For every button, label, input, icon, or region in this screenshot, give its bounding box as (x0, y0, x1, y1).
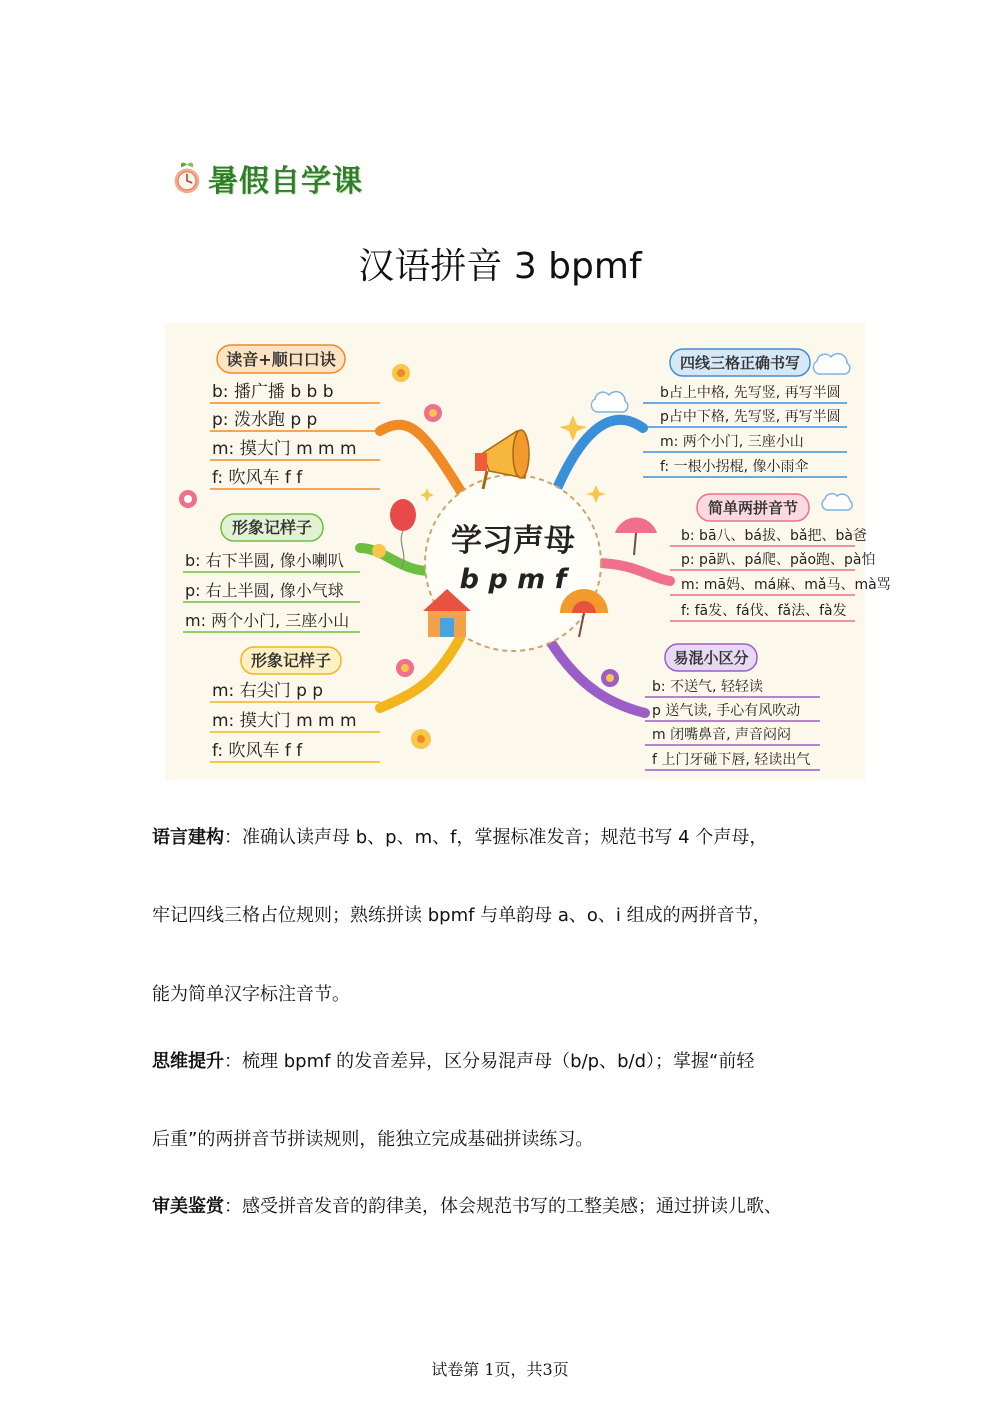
svg-text:p: 右上半圆, 像小气球: p: 右上半圆, 像小气球 (185, 581, 344, 600)
svg-text:f: 吹风车 f f: f: 吹风车 f f (212, 741, 303, 761)
svg-text:f: 吹风车 f f: f: 吹风车 f f (212, 468, 303, 488)
paragraph-line: 思维提升：梳理 bpmf 的发音差异，区分易混声母（b/p、b/d）；掌握“前轻 (152, 1051, 755, 1072)
svg-text:读音+顺口口诀: 读音+顺口口诀 (226, 350, 336, 369)
svg-text:b: 右下半圆, 像小喇叭: b: 右下半圆, 像小喇叭 (185, 551, 344, 570)
document-title: 汉语拼音 3 bpmf (358, 246, 642, 287)
svg-text:f: 一根小拐棍, 像小雨伞: f: 一根小拐棍, 像小雨伞 (660, 459, 809, 475)
svg-text:m: 摸大门 m m m: m: 摸大门 m m m (212, 711, 357, 731)
cloud-icon (591, 392, 627, 412)
paragraph-line: 牢记四线三格占位规则；熟练拼读 bpmf 与单韵母 a、o、i 组成的两拼音节， (152, 905, 771, 926)
svg-text:f: fā发、fá伐、fǎ法、fà发: f: fā发、fá伐、fǎ法、fà发 (681, 603, 847, 619)
svg-text:p: pā趴、pá爬、pǎo跑、pà怕: p: pā趴、pá爬、pǎo跑、pà怕 (681, 552, 876, 568)
svg-text:m: 两个小门, 三座小山: m: 两个小门, 三座小山 (185, 611, 350, 630)
paragraph-line: 后重”的两拼音节拼读规则，能独立完成基础拼读练习。 (152, 1129, 594, 1150)
section-label: 语言建构 (152, 827, 224, 848)
logo (168, 158, 363, 198)
svg-text:f 上门牙碰下唇, 轻读出气: f 上门牙碰下唇, 轻读出气 (652, 752, 811, 768)
flower-icon (424, 404, 442, 422)
svg-text:b: 不送气, 轻轻读: b: 不送气, 轻轻读 (652, 679, 763, 695)
svg-text:易混小区分: 易混小区分 (673, 649, 749, 667)
paragraph-line: 审美鉴赏：感受拼音发音的韵律美，体会规范书写的工整美感；通过拼读儿歌、 (152, 1196, 782, 1217)
paragraph-line: 能为简单汉字标注音节。 (152, 984, 350, 1005)
logo-text: 暑假自学课 (208, 164, 363, 199)
svg-text:简单两拼音节: 简单两拼音节 (707, 499, 799, 517)
svg-text:b: bā八、bá拔、bǎ把、bà爸: b: bā八、bá拔、bǎ把、bà爸 (681, 528, 867, 544)
paragraph-line: 语言建构：准确认读声母 b、p、m、f，掌握标准发音；规范书写 4 个声母， (152, 827, 768, 848)
svg-text:m: mā妈、má麻、mǎ马、mà骂: m: mā妈、má麻、mǎ马、mà骂 (681, 577, 891, 593)
flower-icon (396, 659, 414, 677)
cloud-icon (813, 354, 849, 374)
flower-icon (601, 669, 619, 687)
svg-text:m: 两个小门, 三座小山: m: 两个小门, 三座小山 (660, 434, 804, 450)
flower-icon (179, 490, 197, 508)
center-title: 学习声母 (451, 523, 575, 559)
svg-text:四线三格正确书写: 四线三格正确书写 (679, 354, 801, 372)
svg-text:m: 右尖门 p p: m: 右尖门 p p (212, 681, 324, 701)
svg-text:形象记样子: 形象记样子 (231, 518, 313, 537)
svg-text:p: 泼水跑 p p: p: 泼水跑 p p (212, 410, 318, 430)
svg-text:m 闭嘴鼻音, 声音闷闷: m 闭嘴鼻音, 声音闷闷 (652, 727, 791, 743)
svg-text:形象记样子: 形象记样子 (250, 651, 332, 670)
section-label: 审美鉴赏 (152, 1196, 224, 1217)
mindmap-illustration (165, 323, 891, 780)
section-label: 思维提升 (152, 1051, 224, 1072)
svg-text:p占中下格, 先写竖, 再写半圆: p占中下格, 先写竖, 再写半圆 (660, 409, 841, 425)
flower-icon (372, 544, 386, 558)
svg-text:b: 播广播 b b b: b: 播广播 b b b (212, 382, 334, 402)
flower-icon (411, 729, 431, 749)
svg-text:p 送气读, 手心有风吹动: p 送气读, 手心有风吹动 (652, 703, 801, 719)
center-letters: b p m f (459, 564, 567, 595)
page-footer: 试卷第 1页，共3页 (431, 1360, 569, 1379)
cloud-icon (822, 494, 852, 510)
svg-text:b占上中格, 先写竖, 再写半圆: b占上中格, 先写竖, 再写半圆 (660, 385, 841, 401)
flower-icon (392, 364, 410, 382)
clock-flower-icon (168, 159, 206, 197)
svg-text:m: 摸大门 m m m: m: 摸大门 m m m (212, 439, 357, 459)
